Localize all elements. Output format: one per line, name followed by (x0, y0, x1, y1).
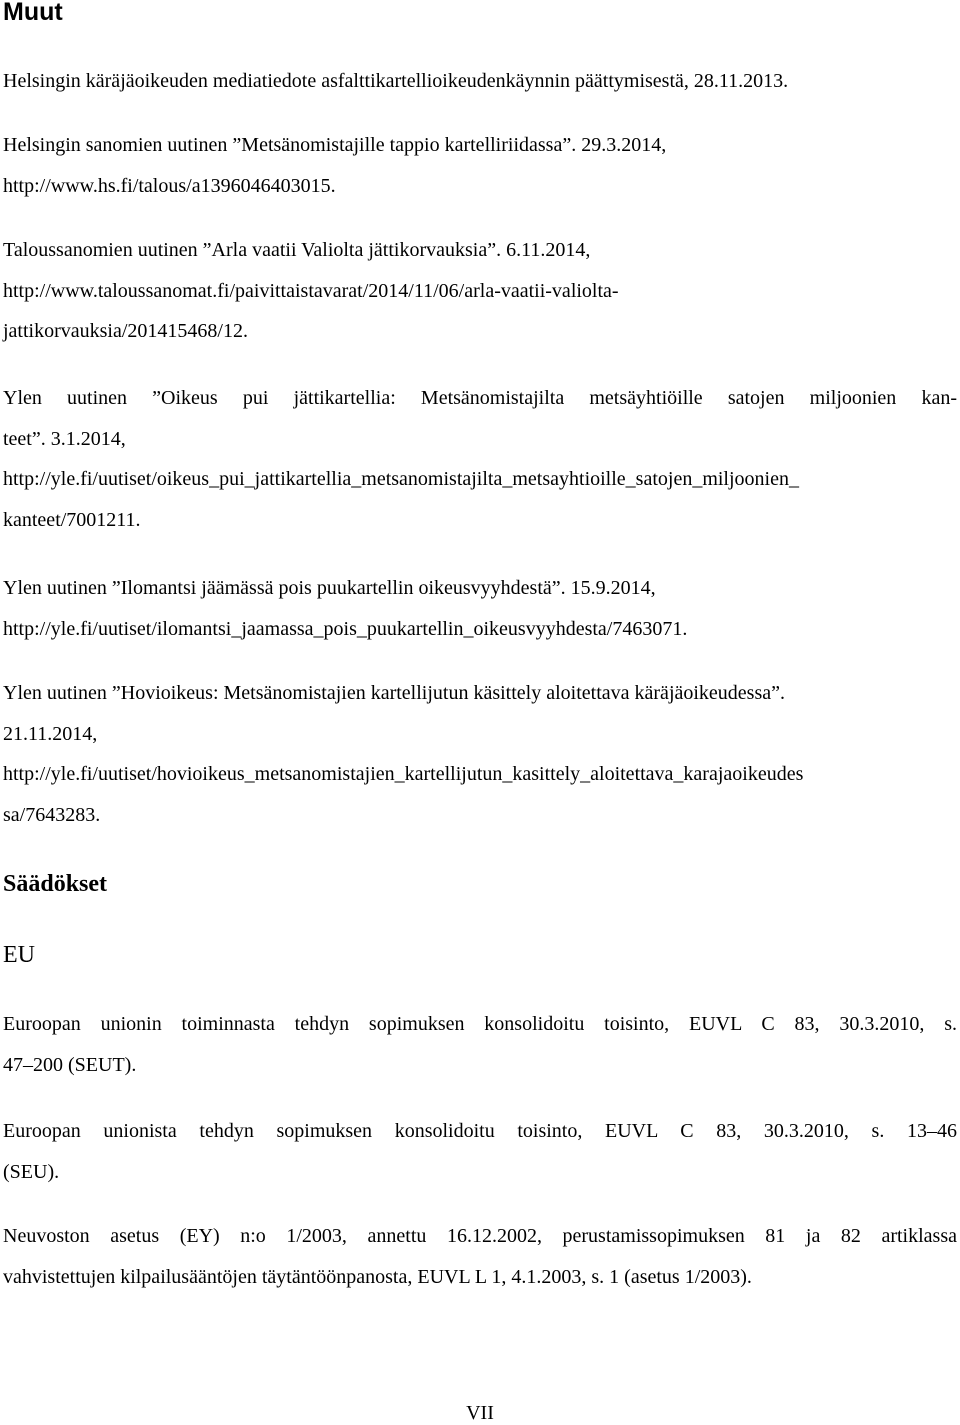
reference-line: Ylen uutinen ”Ilomantsi jäämässä pois puukartellin oikeusvyyhdestä”. 15.9.2014, (3, 577, 656, 599)
reference-line: Helsingin sanomien uutinen ”Metsänomistajille tappio kartelliriidassa”. 29.3.2014, (3, 134, 667, 156)
reference-line: http://www.hs.fi/talous/a1396046403015. (3, 174, 336, 197)
reference-entry (3, 125, 957, 206)
reference-entry (3, 230, 957, 352)
reference-line: Helsingin käräjäoikeuden mediatiedote asfalttikartellioikeudenkäynnin päättymisestä, 28.11.2013. (3, 70, 789, 92)
reference-line: 47–200 (SEUT). (3, 1053, 137, 1076)
reference-line: Neuvoston asetus (EY) n:o 1/2003, annettu 16.12.2002, perustamissopimuksen 81 ja 82 artiklassa (3, 1225, 957, 1247)
reference-entry (3, 378, 957, 541)
reference-line: Ylen uutinen ”Oikeus pui jättikartellia: Metsänomistajilta metsäyhtiöille satojen miljoonien kan- (3, 387, 957, 409)
section-heading-saadokset: Säädökset (3, 871, 108, 897)
reference-line: teet”. 3.1.2014, (3, 427, 126, 450)
reference-line: jattikorvauksia/201415468/12. (3, 320, 248, 343)
reference-line: sa/7643283. (3, 804, 101, 827)
reference-line: 21.11.2014, (3, 722, 98, 745)
reference-line: http://yle.fi/uutiset/oikeus_pui_jattikartellia_metsanomistajilta_metsayhtioille_satojen_miljoonien_ (3, 468, 799, 491)
reference-line: Euroopan unionista tehdyn sopimuksen konsolidoitu toisinto, EUVL C 83, 30.3.2010, s. 13–46 (3, 1120, 957, 1142)
reference-line: http://yle.fi/uutiset/hovioikeus_metsanomistajien_kartellijutun_kasittely_aloitettava_karajaoikeudes (3, 763, 804, 786)
reference-entry (3, 1111, 957, 1192)
reference-entry (3, 1216, 957, 1297)
reference-line: Ylen uutinen ”Hovioikeus: Metsänomistajien kartellijutun käsittely aloitettava käräjäoikeudessa”. (3, 682, 786, 704)
subsection-heading-eu: EU (3, 942, 35, 968)
reference-entry (3, 568, 957, 649)
reference-line: vahvistettujen kilpailusääntöjen täytäntöönpanosta, EUVL L 1, 4.1.2003, s. 1 (asetus 1/2003). (3, 1265, 752, 1288)
reference-line: (SEU). (3, 1160, 60, 1183)
reference-line: http://yle.fi/uutiset/ilomantsi_jaamassa_pois_puukartellin_oikeusvyyhdesta/7463071. (3, 617, 688, 640)
reference-line: kanteet/7001211. (3, 509, 141, 532)
reference-line: http://www.taloussanomat.fi/paivittaistavarat/2014/11/06/arla-vaatii-valiolta- (3, 279, 619, 302)
section-heading-muut: Muut (3, 0, 63, 26)
reference-line: Euroopan unionin toiminnasta tehdyn sopimuksen konsolidoitu toisinto, EUVL C 83, 30.3.2010, s. (3, 1013, 957, 1035)
reference-entry (3, 1004, 957, 1085)
page-number: VII (466, 1402, 494, 1424)
reference-entry (3, 673, 957, 836)
reference-line: Taloussanomien uutinen ”Arla vaatii Valiolta jättikorvauksia”. 6.11.2014, (3, 239, 591, 261)
reference-entry (3, 61, 957, 102)
